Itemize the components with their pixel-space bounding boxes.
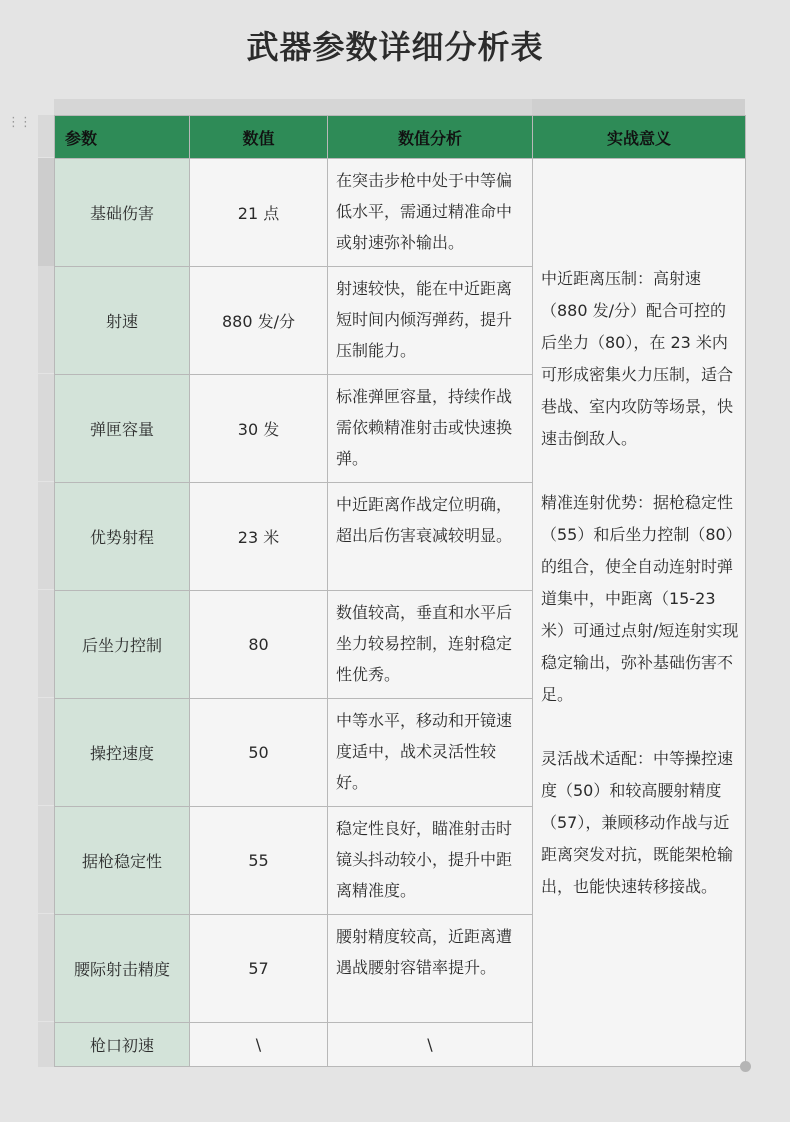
analysis-cell[interactable]: 射速较快，能在中近距离短时间内倾泻弹药，提升压制能力。 [328, 267, 533, 375]
drag-handle-icon[interactable]: ⋮⋮ [7, 115, 31, 130]
analysis-cell[interactable]: 在突击步枪中处于中等偏低水平，需通过精准命中或射速弥补输出。 [328, 159, 533, 267]
row-strip[interactable] [38, 1022, 54, 1068]
row-strip[interactable] [38, 115, 54, 158]
analysis-cell[interactable]: 标准弹匣容量，持续作战需依赖精准射击或快速换弹。 [328, 375, 533, 483]
param-cell[interactable]: 操控速度 [55, 699, 190, 807]
meaning-cell[interactable] [533, 159, 746, 1067]
analysis-cell[interactable]: \ [328, 1023, 533, 1067]
column-strip[interactable] [532, 99, 746, 115]
param-cell[interactable]: 据枪稳定性 [55, 807, 190, 915]
param-cell[interactable]: 枪口初速 [55, 1023, 190, 1067]
column-strip[interactable] [54, 99, 190, 115]
header-param[interactable]: 参数 [55, 116, 190, 159]
param-cell[interactable]: 腰际射击精度 [55, 915, 190, 1023]
analysis-cell[interactable]: 中近距离作战定位明确，超出后伤害衰减较明显。 [328, 483, 533, 591]
value-cell[interactable]: 55 [190, 807, 328, 915]
param-cell[interactable]: 基础伤害 [55, 159, 190, 267]
value-cell[interactable]: 57 [190, 915, 328, 1023]
row-strip[interactable] [38, 914, 54, 1022]
meaning-paragraph: 中近距离压制：高射速（880 发/分）配合可控的后坐力（80），在 23 米内可形成密集火力压制，适合巷战、室内攻防等场景，快速击倒敌人。 [541, 269, 734, 448]
page-title: 武器参数详细分析表 [246, 28, 544, 66]
value-cell[interactable]: 50 [190, 699, 328, 807]
row-strip[interactable] [38, 590, 54, 698]
table-container [38, 99, 745, 1067]
value-cell[interactable]: 30 发 [190, 375, 328, 483]
meaning-paragraph: 灵活战术适配：中等操控速度（50）和较高腰射精度（57），兼顾移动作战与近距离突发对抗，既能架枪输出，也能快速转移接战。 [541, 749, 734, 896]
row-strip[interactable] [38, 698, 54, 806]
header-value[interactable]: 数值 [190, 116, 328, 159]
analysis-cell[interactable]: 腰射精度较高，近距离遭遇战腰射容错率提升。 [328, 915, 533, 1023]
analysis-cell[interactable]: 数值较高，垂直和水平后坐力较易控制，连射稳定性优秀。 [328, 591, 533, 699]
row-strip[interactable] [38, 806, 54, 914]
param-cell[interactable]: 弹匣容量 [55, 375, 190, 483]
row-strip[interactable] [38, 266, 54, 374]
column-strip[interactable] [189, 99, 328, 115]
resize-handle-icon[interactable] [740, 1061, 751, 1072]
value-cell[interactable]: \ [190, 1023, 328, 1067]
header-analysis[interactable]: 数值分析 [328, 116, 533, 159]
column-strip[interactable] [327, 99, 533, 115]
value-cell[interactable]: 80 [190, 591, 328, 699]
param-cell[interactable]: 后坐力控制 [55, 591, 190, 699]
analysis-cell[interactable]: 稳定性良好，瞄准射击时镜头抖动较小，提升中距离精准度。 [328, 807, 533, 915]
row-strip[interactable] [38, 374, 54, 482]
row-strip[interactable] [38, 482, 54, 590]
value-cell[interactable]: 21 点 [190, 159, 328, 267]
value-cell[interactable]: 23 米 [190, 483, 328, 591]
weapon-params-table [54, 115, 746, 1067]
param-cell[interactable]: 优势射程 [55, 483, 190, 591]
value-cell[interactable]: 880 发/分 [190, 267, 328, 375]
header-meaning[interactable]: 实战意义 [533, 116, 746, 159]
table-row [55, 159, 746, 267]
analysis-cell[interactable]: 中等水平，移动和开镜速度适中，战术灵活性较好。 [328, 699, 533, 807]
meaning-paragraph: 精准连射优势：据枪稳定性（55）和后坐力控制（80）的组合，使全自动连射时弹道集中，中距离（15-23 米）可通过点射/短连射实现稳定输出，弥补基础伤害不足。 [541, 493, 739, 704]
row-strip[interactable] [38, 158, 54, 267]
param-cell[interactable]: 射速 [55, 267, 190, 375]
table-header-row [55, 116, 746, 159]
